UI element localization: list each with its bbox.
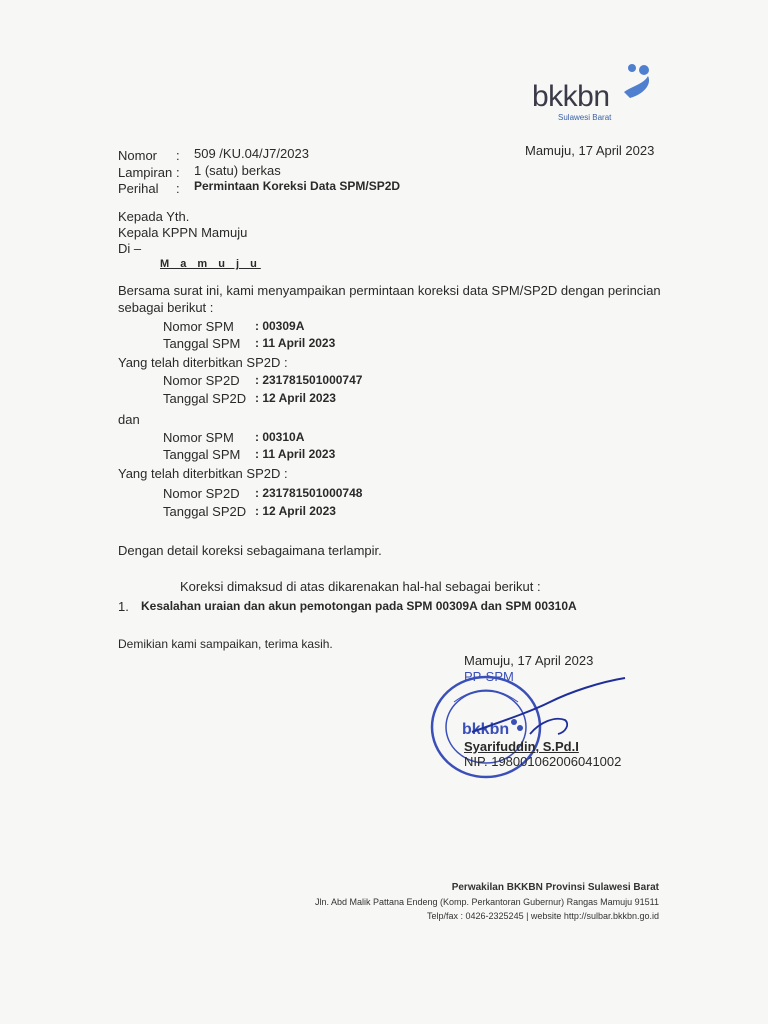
logo-mark-icon <box>618 62 658 104</box>
bkkbn-logo <box>530 62 660 127</box>
g1-tanggal-spm-label: Tanggal SPM <box>163 336 241 351</box>
recipient-city: M a m u j u <box>160 258 261 270</box>
recipient-greeting: Kepada Yth. <box>118 209 190 224</box>
g2-tanggal-sp2d-label: Tanggal SP2D <box>163 504 247 519</box>
logo-text: bkkbn <box>532 80 610 113</box>
signature-nip: NIP. 198001062006041002 <box>464 754 622 769</box>
signature-role: PP-SPM <box>464 669 514 684</box>
signature-name: Syarifuddin, S.Pd.I <box>464 739 579 754</box>
g2-nomor-sp2d-label: Nomor SP2D <box>163 486 240 501</box>
reason-text: Kesalahan uraian dan akun pemotongan pada SPM 00309A dan SPM 00310A <box>141 599 577 613</box>
g1-tanggal-sp2d-label: Tanggal SP2D <box>163 391 247 406</box>
g2-nomor-sp2d-value: : 231781501000748 <box>255 486 363 500</box>
signature-date: Mamuju, 17 April 2023 <box>464 653 594 668</box>
nomor-value: 509 /KU.04/J7/2023 <box>194 146 309 161</box>
perihal-value: Permintaan Koreksi Data SPM/SP2D <box>194 179 401 193</box>
reason-number: 1. <box>118 599 129 614</box>
footer-address: Jln. Abd Malik Pattana Endeng (Komp. Perkantoran Gubernur) Rangas Mamuju 91511 <box>314 897 659 907</box>
lampiran-colon: : <box>176 165 180 180</box>
lampiran-value: 1 (satu) berkas <box>194 163 281 178</box>
closing-text: Demikian kami sampaikan, terima kasih. <box>118 637 333 651</box>
header-date: Mamuju, 17 April 2023 <box>525 143 655 158</box>
nomor-label: Nomor <box>118 148 158 163</box>
perihal-label: Perihal <box>118 181 159 196</box>
g2-tanggal-spm-value: : 11 April 2023 <box>255 447 336 461</box>
g2-issued: Yang telah diterbitkan SP2D : <box>118 466 288 481</box>
g1-nomor-spm-value: : 00309A <box>255 319 305 333</box>
g2-tanggal-sp2d-value: : 12 April 2023 <box>255 504 336 518</box>
perihal-colon: : <box>176 181 180 196</box>
recipient-name: Kepala KPPN Mamuju <box>118 225 248 240</box>
g2-tanggal-spm-label: Tanggal SPM <box>163 447 241 462</box>
g1-nomor-spm-label: Nomor SPM <box>163 319 234 334</box>
footer-org: Perwakilan BKKBN Provinsi Sulawesi Barat <box>451 882 659 893</box>
logo-subtitle: Sulawesi Barat <box>558 113 612 122</box>
g1-nomor-sp2d-label: Nomor SP2D <box>163 373 240 388</box>
recipient-di: Di – <box>118 241 142 256</box>
g1-nomor-sp2d-value: : 231781501000747 <box>255 373 363 387</box>
nomor-colon: : <box>176 148 180 163</box>
g1-issued: Yang telah diterbitkan SP2D : <box>118 355 288 370</box>
signature-scribble-icon <box>470 672 630 742</box>
g1-tanggal-sp2d-value: : 12 April 2023 <box>255 391 336 405</box>
dan-text: dan <box>118 412 140 427</box>
g1-tanggal-spm-value: : 11 April 2023 <box>255 336 336 350</box>
g2-nomor-spm-value: : 00310A <box>255 430 305 444</box>
g2-nomor-spm-label: Nomor SPM <box>163 430 234 445</box>
reason-intro: Koreksi dimaksud di atas dikarenakan hal-hal sebagai berikut : <box>180 579 541 594</box>
intro-line-1: Bersama surat ini, kami menyampaikan permintaan koreksi data SPM/SP2D dengan perincian <box>118 283 661 298</box>
svg-text:bkkbn: bkkbn <box>462 721 510 738</box>
detail-text: Dengan detail koreksi sebagaimana terlampir. <box>118 543 382 558</box>
footer-contact: Telp/fax : 0426-2325245 | website http://sulbar.bkkbn.go.id <box>427 911 659 921</box>
intro-line-2: sebagai berikut : <box>118 300 214 315</box>
lampiran-label: Lampiran <box>118 165 173 180</box>
